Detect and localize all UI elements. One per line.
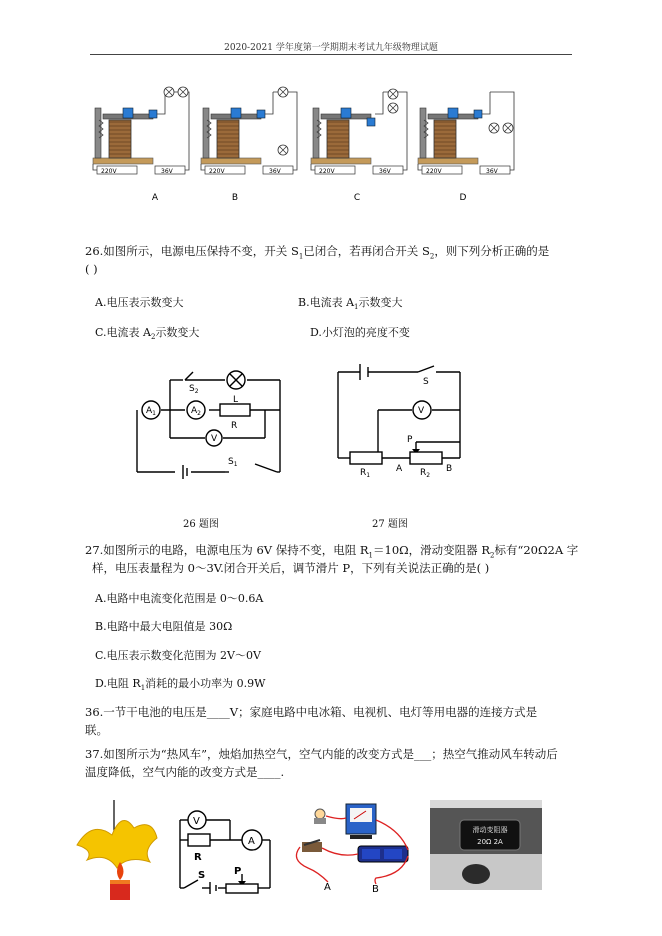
page-header: 2020-2021 学年度第一学期期末考试九年级物理试题 (224, 43, 438, 53)
q36-line1: 36.一节干电池的电压是____V；家庭电路中电冰箱、电视机、电灯等用电器的连接方式是 (85, 705, 538, 719)
q27-figure-caption: 27 题图 (372, 519, 408, 530)
physical-label-a: A (324, 882, 331, 893)
relay-diagram (93, 87, 189, 203)
relay-figures (85, 80, 555, 205)
q27-stem-line2: 样，电压表量程为 0～3V.闭合开关后，调节滑片 P，下列有关说法正确的是( ) (92, 561, 490, 575)
q26-label-a1: $A_1$ (146, 406, 156, 417)
relay-diagram (201, 87, 297, 203)
q27-label-s: S (423, 377, 429, 387)
bottom-circuit-label-v: V (193, 816, 200, 827)
relay-voltage-high: 220V (319, 168, 335, 175)
relay-diagram (311, 89, 407, 203)
q27-label-b: B (446, 464, 453, 474)
relay-diagram (418, 92, 514, 203)
q26-label-r: R (231, 421, 238, 431)
q26-label-l: L (233, 395, 239, 405)
header-rule (90, 54, 572, 55)
q37-line1: 37.如图所示为“热风车”，烛焰加热空气，空气内能的改变方式是___；热空气推动风车转动后 (85, 747, 558, 761)
q27-label-a: A (396, 464, 403, 474)
relay-voltage-high: 220V (209, 168, 225, 175)
relay-figure-label: B (231, 193, 239, 203)
bottom-circuit-label-p: P (234, 866, 242, 877)
q26-label-v: V (211, 434, 218, 444)
relay-voltage-low: 36V (161, 168, 173, 175)
q27-circuit (330, 358, 470, 478)
q26-paren: ( ) (85, 262, 98, 276)
relay-figure-label: C (353, 193, 361, 203)
q27-stem-line1: 27.如图所示的电路，电源电压为 6V 保持不变，电阻 $R_1=10\Omega$，滑动变阻器 $R_2$标有“20Ω2A 字 (85, 543, 579, 560)
relay-voltage-low: 36V (269, 168, 281, 175)
q26-option-c: C.电流表 $A_2$示数变大 (95, 326, 200, 342)
q26-option-b: B.电流表 $A_1$示数变大 (298, 296, 403, 312)
bottom-circuit-label-a: A (248, 836, 255, 847)
q26-circuit (125, 360, 295, 485)
relay-figure-label: A (151, 193, 159, 203)
relay-voltage-low: 36V (379, 168, 391, 175)
physical-circuit-figure (290, 800, 420, 895)
relay-figure-label: D (459, 193, 467, 203)
q26-stem: 26.如图所示，电源电压保持不变，开关 $S_1$已闭合，若再闭合开关 $S_2$，则下列分析正确的是 (85, 244, 550, 261)
q27-label-r1: $R_1$ (360, 468, 371, 478)
q27-option-a: A.电路中电流变化范围是 0～0.6A (95, 592, 264, 605)
q27-option-c: C.电压表示数变化范围为 2V～0V (95, 649, 261, 662)
q27-option-b: B.电路中最大电阻值是 30Ω (95, 620, 233, 633)
q27-label-v: V (418, 406, 425, 416)
relay-voltage-high: 220V (426, 168, 442, 175)
rheostat-photo (430, 800, 542, 890)
rheostat-label-rating: 20Ω 2A (477, 838, 503, 846)
q26-label-s2: $S_2$ (189, 384, 199, 395)
q26-label-s1: $S_1$ (228, 457, 238, 468)
q26-label-a2: $A_2$ (191, 406, 201, 417)
relay-voltage-low: 36V (486, 168, 498, 175)
bottom-circuit-label-s: S (198, 870, 206, 881)
q36-line2: 联。 (85, 723, 108, 737)
q27-option-d: D.电阻 $R_1$消耗的最小功率为 0.9W (95, 677, 266, 693)
pinwheel-candle-figure (72, 800, 162, 900)
q26-option-a: A.电压表示数变大 (95, 296, 184, 309)
q26-option-d: D.小灯泡的亮度不变 (310, 326, 410, 339)
q27-label-r2: $R_2$ (420, 468, 431, 478)
q26-figure-caption: 26 题图 (183, 519, 219, 530)
bottom-circuit (170, 800, 280, 895)
bottom-circuit-label-r: R (194, 852, 202, 863)
q27-label-p: P (407, 435, 413, 445)
q37-line2: 温度降低，空气内能的改变方式是____. (85, 765, 285, 779)
rheostat-label-name: 滑动变阻器 (472, 826, 508, 834)
relay-voltage-high: 220V (101, 168, 117, 175)
physical-label-b: B (372, 884, 379, 895)
